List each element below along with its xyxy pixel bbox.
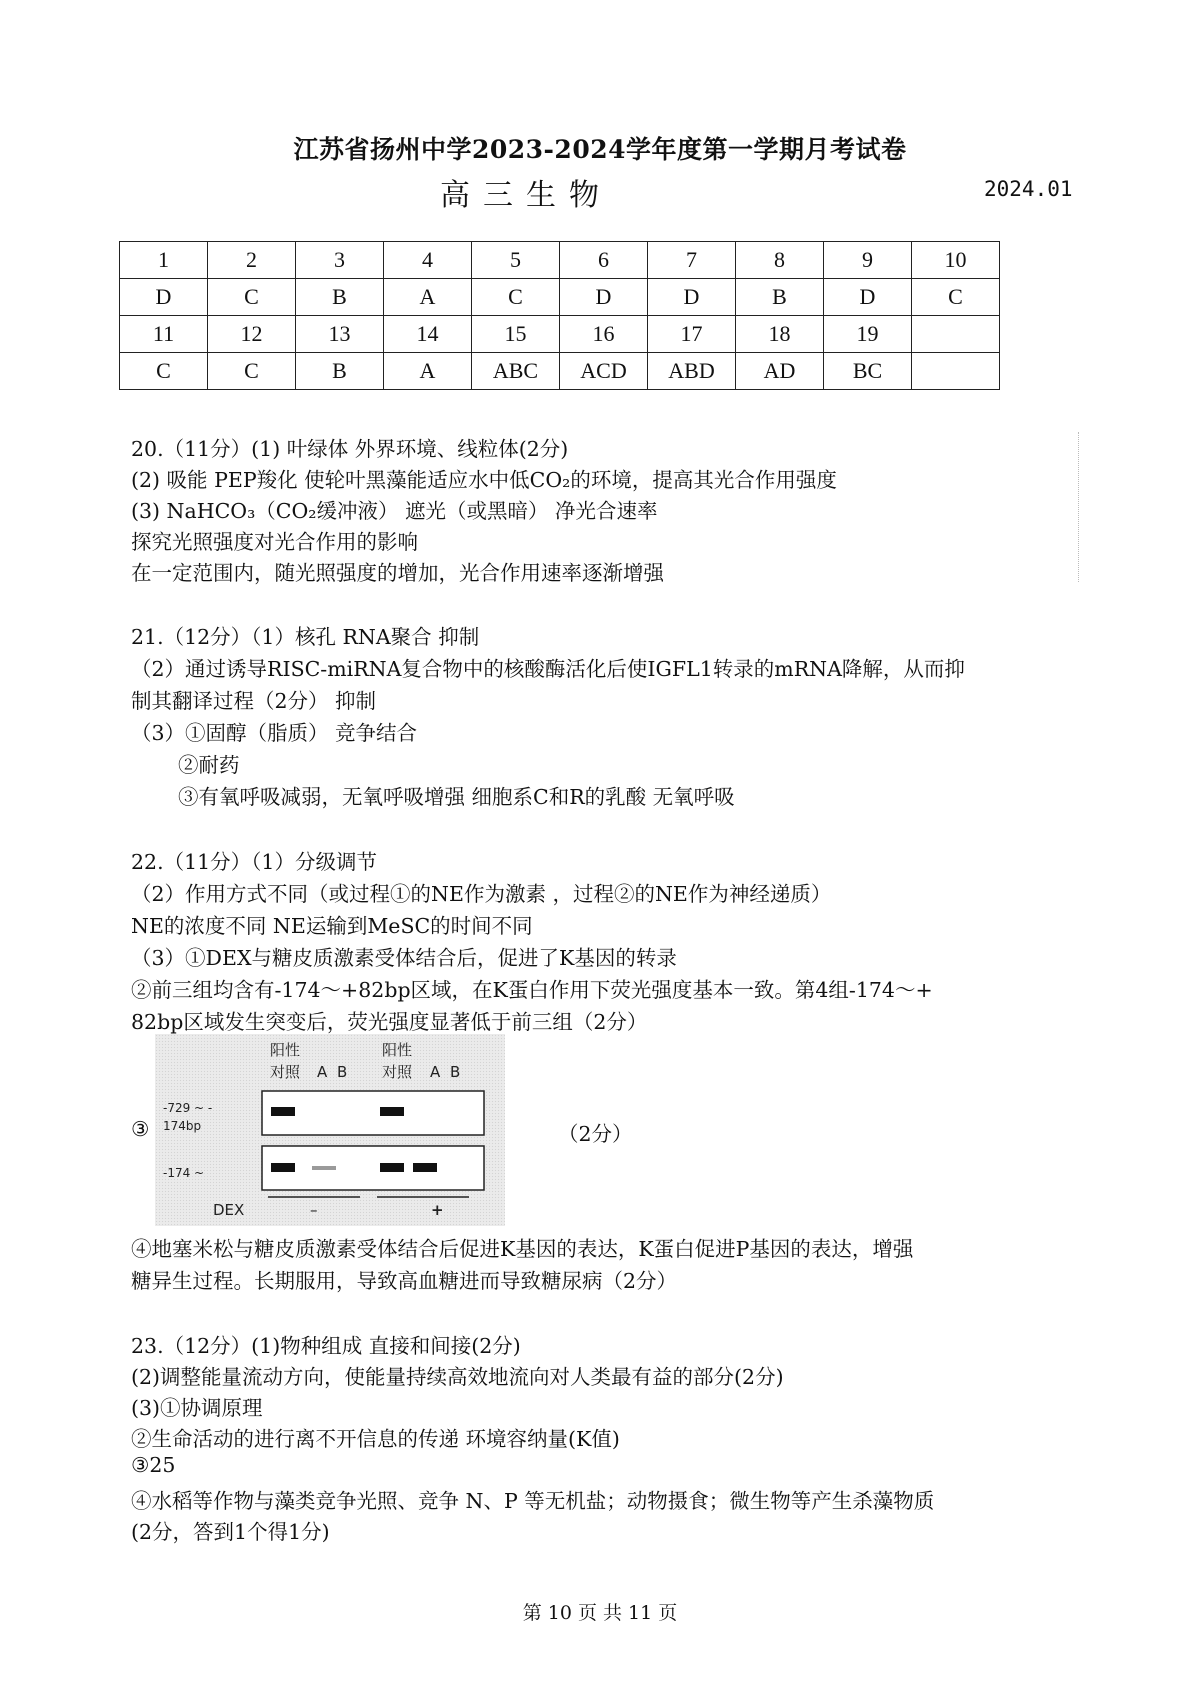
table-cell: AD — [736, 353, 824, 390]
q21-line-6: ③有氧呼吸减弱，无氧呼吸增强 细胞系C和R的乳酸 无氧呼吸 — [178, 785, 735, 809]
gel-lane-b2-label: B — [450, 1063, 461, 1081]
q22-line-4: （3）①DEX与糖皮质激素受体结合后，促进了K基因的转录 — [131, 946, 677, 970]
table-cell: C — [120, 353, 208, 390]
table-cell: B — [296, 279, 384, 316]
table-cell: 14 — [384, 316, 472, 353]
q20-line-5: 在一定范围内，随光照强度的增加，光合作用速率逐渐增强 — [131, 561, 664, 585]
table-cell: B — [296, 353, 384, 390]
table-cell: 10 — [912, 242, 1000, 279]
q22-line-2: （2）作用方式不同（或过程①的NE作为激素 ，过程②的NE作为神经递质） — [131, 882, 832, 906]
answer-table — [119, 241, 1000, 390]
exam-title: 江苏省扬州中学2023-2024学年度第一学期月考试卷 — [293, 135, 907, 164]
margin-dotted-line — [1078, 432, 1079, 582]
table-cell: 8 — [736, 242, 824, 279]
q23-line-7: (2分，答到1个得1分) — [131, 1520, 330, 1544]
table-cell: A — [384, 353, 472, 390]
q22-line-3: NE的浓度不同 NE运输到MeSC的时间不同 — [131, 914, 533, 938]
q23-line-1: 23.（12分）(1)物种组成 直接和间接(2分) — [131, 1334, 521, 1358]
q21-line-3: 制其翻译过程（2分） 抑制 — [131, 689, 377, 713]
q21-line-2: （2）通过诱导RISC-miRNA复合物中的核酸酶活化后使IGFL1转录的mRNA降解，从而抑 — [131, 657, 965, 681]
table-cell: ACD — [560, 353, 648, 390]
gel-row1-box — [262, 1091, 484, 1135]
gel-group1-top-label: 阳性 — [270, 1041, 301, 1059]
table-cell: ABC — [472, 353, 560, 390]
table-cell: D — [120, 279, 208, 316]
q20-line-2: (2) 吸能 PEP羧化 使轮叶黑藻能适应水中低CO₂的环境，提高其光合作用强度 — [131, 468, 837, 492]
table-row — [120, 242, 1000, 279]
q22-line-8: ④地塞米松与糖皮质激素受体结合后促进K基因的表达，K蛋白促进P基因的表达，增强 — [131, 1237, 914, 1261]
q20-line-3: (3) NaHCO₃（CO₂缓冲液） 遮光（或黑暗） 净光合速率 — [131, 499, 658, 523]
table-cell: D — [648, 279, 736, 316]
page-number: 第 10 页 共 11 页 — [522, 1602, 678, 1624]
q23-line-3: (3)①协调原理 — [131, 1396, 263, 1420]
table-cell: 17 — [648, 316, 736, 353]
table-cell: C — [912, 279, 1000, 316]
q22-line-9: 糖异生过程。长期服用，导致高血糖进而导致糖尿病（2分） — [131, 1269, 678, 1293]
q23-line-6: ④水稻等作物与藻类竞争光照、竞争 N、P 等无机盐；动物摄食；微生物等产生杀藻物质 — [131, 1489, 935, 1513]
q22-line-7-score: （2分） — [558, 1122, 633, 1146]
q22-line-6: 82bp区域发生突变后，荧光强度显著低于前三组（2分） — [131, 1010, 648, 1034]
table-cell: 1 — [120, 242, 208, 279]
gel-row2-label: -174 ~ — [163, 1166, 205, 1180]
gel-lane-a2-label: A — [430, 1063, 441, 1081]
q23-line-2: (2)调整能量流动方向，使能量持续高效地流向对人类最有益的部分(2分) — [131, 1365, 784, 1389]
table-cell: 19 — [824, 316, 912, 353]
table-cell: 7 — [648, 242, 736, 279]
gel-lane-a1-label: A — [317, 1063, 328, 1081]
gel-band — [413, 1163, 437, 1172]
gel-band — [380, 1107, 404, 1116]
gel-group2-bottom-label: 对照 — [382, 1063, 413, 1081]
table-row — [120, 279, 1000, 316]
table-cell: 5 — [472, 242, 560, 279]
gel-faint-band — [312, 1166, 336, 1170]
q23-line-4: ②生命活动的进行离不开信息的传递 环境容纳量(K值) — [131, 1427, 620, 1451]
gel-dex-plus: + — [431, 1201, 444, 1219]
table-cell: 6 — [560, 242, 648, 279]
gel-band — [271, 1107, 295, 1116]
table-cell: C — [472, 279, 560, 316]
q21-line-5: ②耐药 — [178, 753, 240, 777]
table-cell: C — [208, 279, 296, 316]
table-cell: 11 — [120, 316, 208, 353]
table-cell: 15 — [472, 316, 560, 353]
table-cell: B — [736, 279, 824, 316]
table-cell: 12 — [208, 316, 296, 353]
table-cell: C — [208, 353, 296, 390]
table-cell — [912, 353, 1000, 390]
gel-group1-bottom-label: 对照 — [270, 1063, 301, 1081]
table-cell: 4 — [384, 242, 472, 279]
table-row — [120, 316, 1000, 353]
q22-line-7-marker: ③ — [131, 1117, 150, 1141]
table-cell: 2 — [208, 242, 296, 279]
table-cell: D — [560, 279, 648, 316]
table-cell: BC — [824, 353, 912, 390]
q20-line-1: 20.（11分）(1) 叶绿体 外界环境、线粒体(2分) — [131, 437, 569, 461]
table-cell: A — [384, 279, 472, 316]
gel-row1-label-line1: -729 ~ - — [163, 1101, 213, 1115]
gel-row1-label-line2: 174bp — [163, 1119, 202, 1133]
exam-subject: 高三生物 — [440, 178, 612, 213]
q21-line-1: 21.（12分）（1）核孔 RNA聚合 抑制 — [131, 625, 480, 649]
q22-line-1: 22.（11分）（1）分级调节 — [131, 850, 377, 874]
gel-lane-b1-label: B — [337, 1063, 348, 1081]
gel-row2-box — [262, 1146, 484, 1190]
exam-date: 2024.01 — [984, 177, 1073, 201]
table-cell: 18 — [736, 316, 824, 353]
table-cell: 9 — [824, 242, 912, 279]
table-cell: 13 — [296, 316, 384, 353]
gel-band — [380, 1163, 404, 1172]
gel-diagram — [155, 1034, 505, 1226]
q22-line-5: ②前三组均含有-174～+82bp区域，在K蛋白作用下荧光强度基本一致。第4组-174～+ — [131, 978, 933, 1002]
gel-group2-top-label: 阳性 — [382, 1041, 413, 1059]
gel-figure — [155, 1034, 505, 1226]
table-cell: 16 — [560, 316, 648, 353]
gel-dex-label: DEX — [213, 1201, 245, 1219]
table-cell: 3 — [296, 242, 384, 279]
table-cell: D — [824, 279, 912, 316]
table-cell — [912, 316, 1000, 353]
q23-line-5: ③25 — [131, 1453, 176, 1477]
gel-dex-minus: – — [310, 1201, 318, 1219]
q21-line-4: （3）①固醇（脂质） 竞争结合 — [131, 721, 418, 745]
table-cell: ABD — [648, 353, 736, 390]
gel-band — [271, 1163, 295, 1172]
q20-line-4: 探究光照强度对光合作用的影响 — [131, 530, 418, 554]
table-row — [120, 353, 1000, 390]
